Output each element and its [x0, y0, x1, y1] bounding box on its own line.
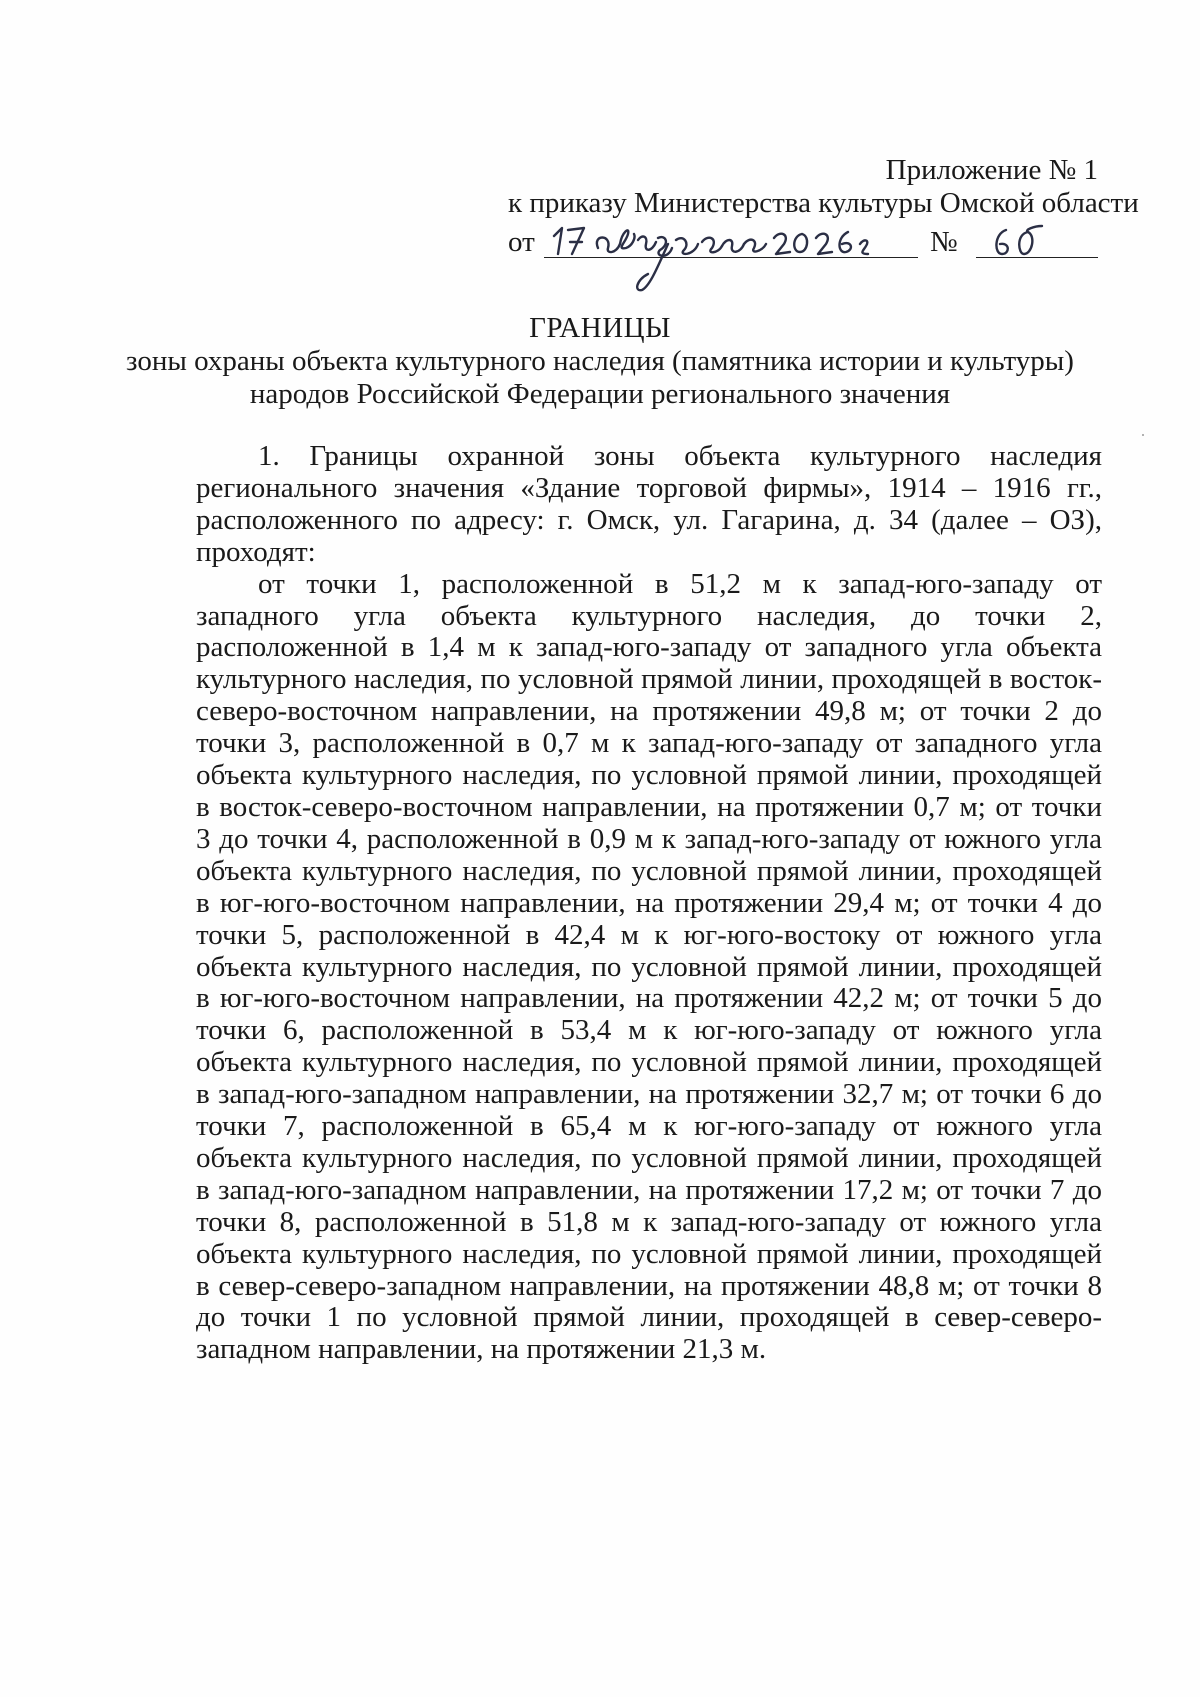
date-label: от — [508, 226, 535, 258]
handwritten-date-number — [508, 204, 1108, 294]
order-reference: к приказу Министерства культуры Омской области — [508, 187, 1139, 219]
scan-speck — [1142, 434, 1144, 436]
document-subtitle-line-2: народов Российской Федерации регионального значения — [249, 378, 951, 410]
appendix-header — [508, 154, 1139, 282]
appendix-number: Приложение № 1 — [885, 154, 1098, 186]
document-subtitle-line-1: зоны охраны объекта культурного наследия (памятника истории и культуры) — [126, 345, 1074, 377]
paragraph-boundaries-intro: 1. Границы охранной зоны объекта культурного наследия регионального значения «Здание торговой фирмы», 1914 – 1916 гг., расположенного по адресу: г. Омск, ул. Гагарина, д. 34 (далее – ОЗ), проходят: — [196, 440, 1102, 568]
document-body — [196, 441, 1102, 1366]
document-title-block — [100, 312, 1100, 411]
number-label: № — [930, 226, 958, 258]
paragraph-boundary-points: от точки 1, расположенной в 51,2 м к запад-юго-западу от западного угла объекта культурного наследия, до точки 2, расположенной в 1,4 м к запад-юго-западу от западного угла объекта культурного наследия, по условной прямой линии, проходящей в восток-северо-восточном направлении, на протяжении 49,8 м; от точки 2 до точки 3, расположенной в 0,7 м к запад-юго-западу от западного угла объекта культурного наследия, по условной прямой линии, проходящей в восток-северо-восточном направлении, на протяжении 0,7 м; от точки 3 до точки 4, расположенной в 0,9 м к запад-юго-западу от южного угла объекта культурного наследия, по условной прямой линии, проходящей в юг-юго-восточном направлении, на протяжении 29,4 м; от точки 4 до точки 5, расположенной в 42,4 м к юг-юго-востоку от южного угла объекта культурного наследия, по условной прямой линии, проходящей в юг-юго-восточном направлении, на протяжении 42,2 м; от точки 5 до точки 6, расположенной в 53,4 м к юг-юго-западу от южного угла объекта культурного наследия, по условной прямой линии, проходящей в запад-юго-западном направлении, на протяжении 32,7 м; от точки 6 до точки 7, расположенной в 65,4 м к юг-юго-западу от южного угла объекта культурного наследия, по условной прямой линии, проходящей в запад-юго-западном направлении, на протяжении 17,2 м; от точки 7 до точки 8, расположенной в 51,8 м к запад-юго-западу от южного угла объекта культурного наследия, по условной прямой линии, проходящей в север-северо-западном направлении, на протяжении 48,8 м; от точки 8 до точки 1 по условной прямой линии, проходящей в север-северо-западном направлении, на протяжении 21,3 м. — [196, 567, 1102, 1366]
document-title: ГРАНИЦЫ — [529, 312, 671, 344]
order-date-number-row — [508, 226, 1098, 282]
